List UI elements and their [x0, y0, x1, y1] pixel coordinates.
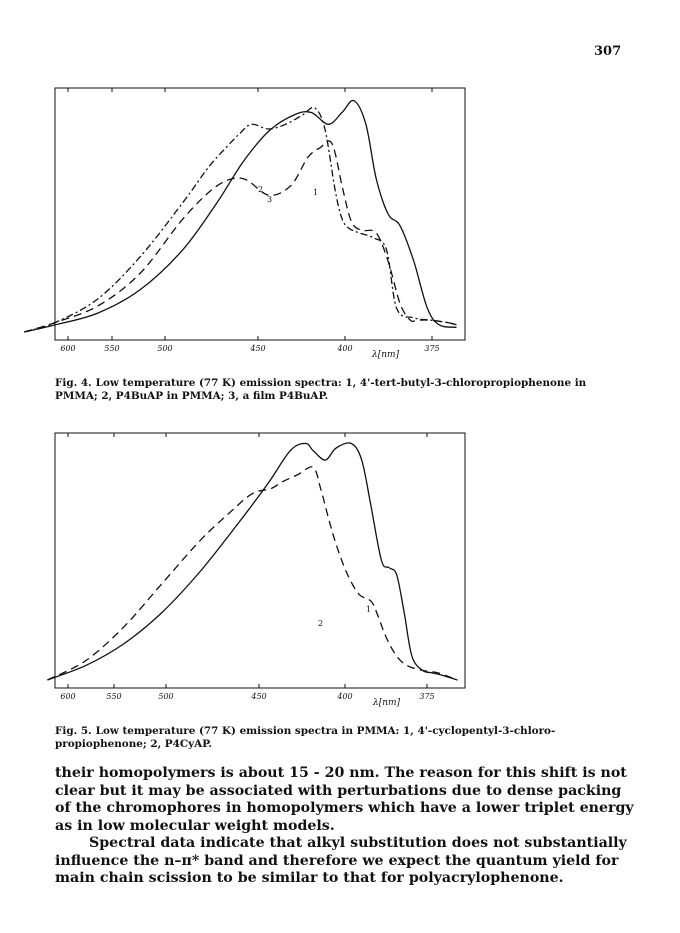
figure-5-caption	[55, 725, 630, 751]
plot-frame	[55, 433, 465, 688]
x-tick-label: 600	[60, 344, 76, 353]
curve-label-2: 2	[318, 619, 324, 628]
x-tick-label: 375	[424, 344, 440, 353]
x-tick-label: 375	[419, 692, 435, 701]
x-tick-label: 400	[337, 692, 353, 701]
series-line-2	[47, 467, 457, 680]
x-tick-label: 550	[104, 344, 120, 353]
x-axis-label: λ[nm]	[372, 350, 400, 360]
x-tick-label: 450	[250, 344, 266, 353]
series-line-2	[24, 141, 456, 332]
body-text	[55, 765, 635, 888]
body-paragraph-1: their homopolymers is about 15 - 20 nm. The reason for this shift is not clear but it may be associated with perturbations due to dense packing of the chromophores in homopolymers which have a lower triplet energy as in low molecular weight models.	[55, 765, 634, 834]
curve-label-1: 1	[313, 188, 319, 197]
body-paragraph-2: Spectral data indicate that alkyl substitution does not substantially influence the n–π* band and therefore we expect the quantum yield for main chain scission to be similar to that for polyacrylophenone.	[55, 835, 627, 886]
figure-5-caption-label: Fig. 5.	[55, 725, 92, 737]
plot-frame	[55, 88, 465, 340]
x-tick-label: 600	[60, 692, 76, 701]
x-tick-label: 550	[106, 692, 122, 701]
page-number: 307	[594, 44, 622, 59]
x-tick-label: 500	[157, 344, 173, 353]
figure-4-caption-label: Fig. 4.	[55, 377, 92, 389]
figure-4-caption	[55, 377, 630, 403]
x-axis-label: λ[nm]	[373, 698, 401, 708]
series-line-3	[24, 107, 456, 332]
x-tick-label: 500	[158, 692, 174, 701]
curve-label-1: 1	[366, 605, 372, 614]
figure-4-caption-text: Low temperature (77 K) emission spectra: 1, 4'-tert-butyl-3-chloropropiophenone in PMMA; 2, P4BuAP in PMMA; 3, a film P4BuAP.	[55, 377, 587, 402]
curve-label-3: 3	[267, 195, 273, 204]
x-tick-label: 400	[337, 344, 353, 353]
curve-label-2: 2	[258, 185, 264, 194]
series-line-1	[24, 100, 456, 332]
series-line-1	[47, 443, 457, 680]
x-tick-label: 450	[251, 692, 267, 701]
figure-5-caption-text: Low temperature (77 K) emission spectra in PMMA: 1, 4'-cyclopentyl-3-chloro-propiophenone; 2, P4CyAP.	[55, 725, 556, 750]
